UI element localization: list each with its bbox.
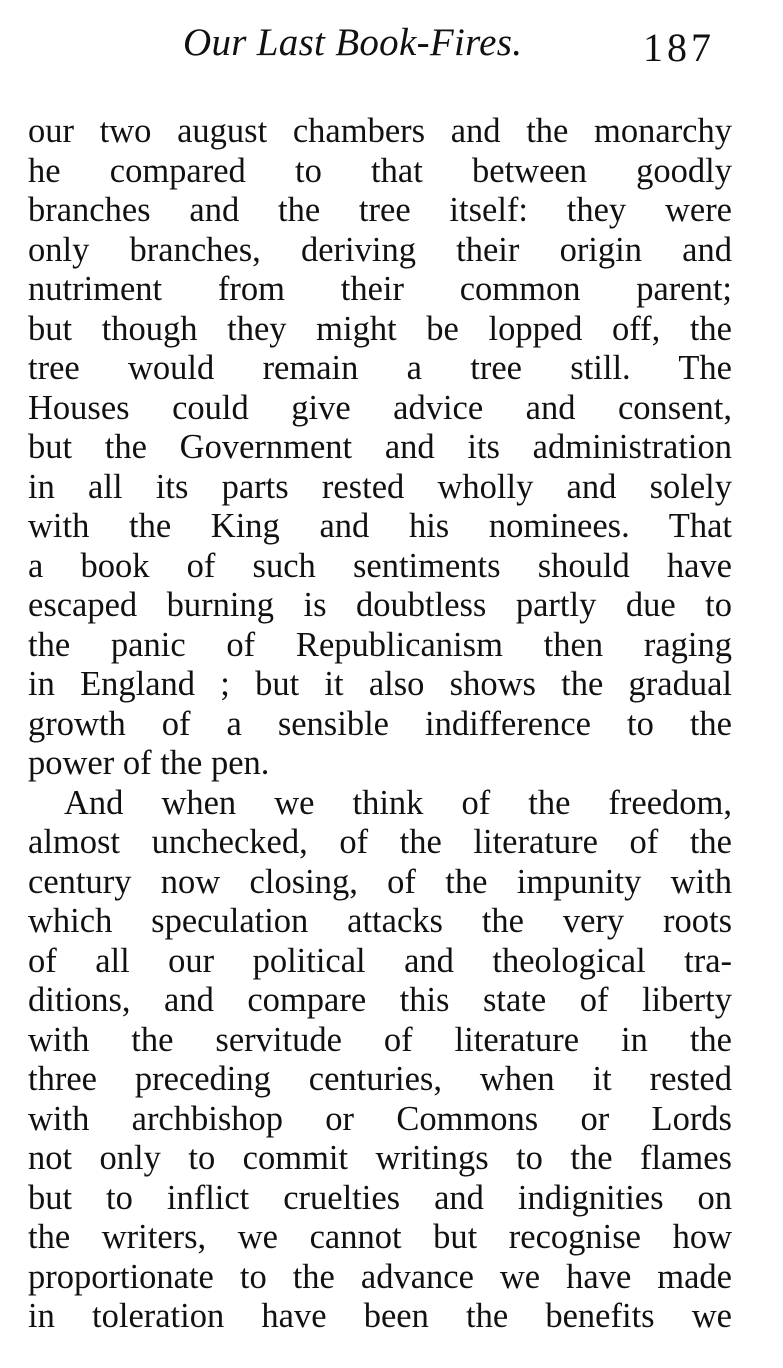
text-line: not only to commit writings to the flames bbox=[28, 1139, 732, 1177]
text-line: proportionate to the advance we have made bbox=[28, 1257, 732, 1296]
text-line: the writers, we cannot but recognise how bbox=[28, 1218, 732, 1256]
text-line: century now closing, of the impunity with bbox=[28, 862, 732, 901]
text-line: but to inflict cruelties and indignities on bbox=[28, 1178, 732, 1217]
paragraph-1 bbox=[28, 112, 732, 784]
running-head bbox=[0, 18, 783, 78]
text-line: escaped burning is doubtless partly due to bbox=[28, 586, 732, 624]
text-line: almost unchecked, of the literature of the bbox=[28, 823, 732, 861]
text-line: in England ; but it also shows the gradual bbox=[28, 665, 732, 703]
text-line: he compared to that between goodly bbox=[28, 151, 732, 190]
text-line: the panic of Republicanism then raging bbox=[28, 625, 732, 664]
text-line: a book of such sentiments should have bbox=[28, 546, 732, 585]
text-line: growth of a sensible indifference to the bbox=[28, 704, 732, 743]
text-line: but though they might be lopped off, the bbox=[28, 309, 732, 348]
text-line: branches and the tree itself: they were bbox=[28, 191, 732, 229]
text-line: in toleration have been the benefits we bbox=[28, 1297, 732, 1335]
text-line: three preceding centuries, when it rested bbox=[28, 1060, 732, 1098]
text-line: with archbishop or Commons or Lords bbox=[28, 1099, 732, 1138]
text-line: Houses could give advice and consent, bbox=[28, 388, 732, 427]
body-text bbox=[28, 112, 732, 1337]
text-line: our two august chambers and the monarchy bbox=[28, 112, 732, 150]
text-line: of all our political and theological tra- bbox=[28, 941, 732, 980]
text-line: with the King and his nominees. That bbox=[28, 507, 732, 545]
paragraph-2 bbox=[28, 784, 732, 1337]
text-line: only branches, deriving their origin and bbox=[28, 230, 732, 269]
text-line: which speculation attacks the very roots bbox=[28, 902, 732, 940]
text-line: And when we think of the freedom, bbox=[64, 783, 732, 822]
text-line: power of the pen. bbox=[28, 744, 270, 782]
text-line: with the servitude of literature in the bbox=[28, 1020, 732, 1059]
text-line: but the Government and its administration bbox=[28, 428, 732, 466]
text-line: ditions, and compare this state of liberty bbox=[28, 981, 732, 1019]
running-title: Our Last Book-Fires. bbox=[183, 21, 523, 64]
text-line: in all its parts rested wholly and solely bbox=[28, 467, 732, 506]
text-line: nutriment from their common parent; bbox=[28, 270, 732, 308]
text-line: tree would remain a tree still. The bbox=[28, 349, 732, 387]
page-number: 187 bbox=[643, 25, 715, 70]
